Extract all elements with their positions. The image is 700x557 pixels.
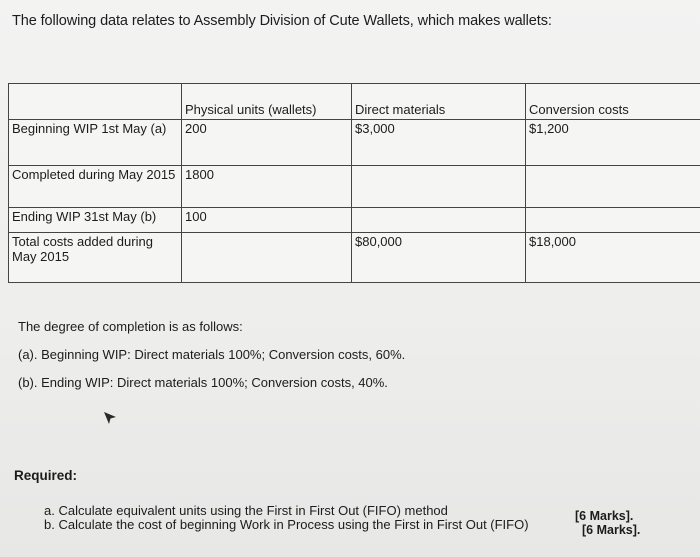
marks-b: [6 Marks]. (582, 523, 641, 537)
dm-cell (352, 208, 526, 233)
required-list (44, 504, 529, 532)
completion-title: The degree of completion is as follows: (18, 319, 243, 334)
required-item-b: b. Calculate the cost of beginning Work in Process using the First in First Out (FIFO) (44, 517, 529, 532)
header-conversion-costs: Conversion costs (526, 84, 700, 120)
row-label: Total costs added during May 2015 (9, 233, 182, 283)
dm-cell: $3,000 (352, 120, 526, 166)
table-row (9, 120, 700, 166)
header-direct-materials: Direct materials (352, 84, 526, 120)
row-label: Ending WIP 31st May (b) (9, 208, 182, 233)
table-row (9, 166, 700, 208)
completion-notes (18, 320, 405, 404)
units-cell: 200 (182, 120, 352, 166)
units-cell: 1800 (182, 166, 352, 208)
required-item-a: a. Calculate equivalent units using the First in First Out (FIFO) method (44, 503, 448, 518)
marks-a: [6 Marks]. (575, 509, 634, 523)
required-heading: Required: (14, 468, 78, 483)
completion-beginning-wip: (a). Beginning WIP: Direct materials 100%; Conversion costs, 60%. (18, 347, 406, 362)
cost-data-table (8, 83, 700, 283)
table-row (9, 233, 700, 283)
table-header-row (9, 84, 700, 120)
dm-cell: $80,000 (352, 233, 526, 283)
cc-cell (526, 166, 700, 208)
dm-cell (352, 166, 526, 208)
cc-cell (526, 208, 700, 233)
row-label: Beginning WIP 1st May (a) (9, 120, 182, 166)
table-row (9, 208, 700, 233)
row-label: Completed during May 2015 (9, 166, 182, 208)
completion-ending-wip: (b). Ending WIP: Direct materials 100%; Conversion costs, 40%. (18, 375, 388, 390)
cc-cell: $1,200 (526, 120, 700, 166)
units-cell (182, 233, 352, 283)
header-cell-blank (9, 84, 182, 120)
header-physical-units: Physical units (wallets) (182, 84, 352, 120)
units-cell: 100 (182, 208, 352, 233)
intro-text: The following data relates to Assembly Division of Cute Wallets, which makes wallets: (12, 13, 552, 29)
cc-cell: $18,000 (526, 233, 700, 283)
mouse-pointer-icon (103, 411, 117, 430)
